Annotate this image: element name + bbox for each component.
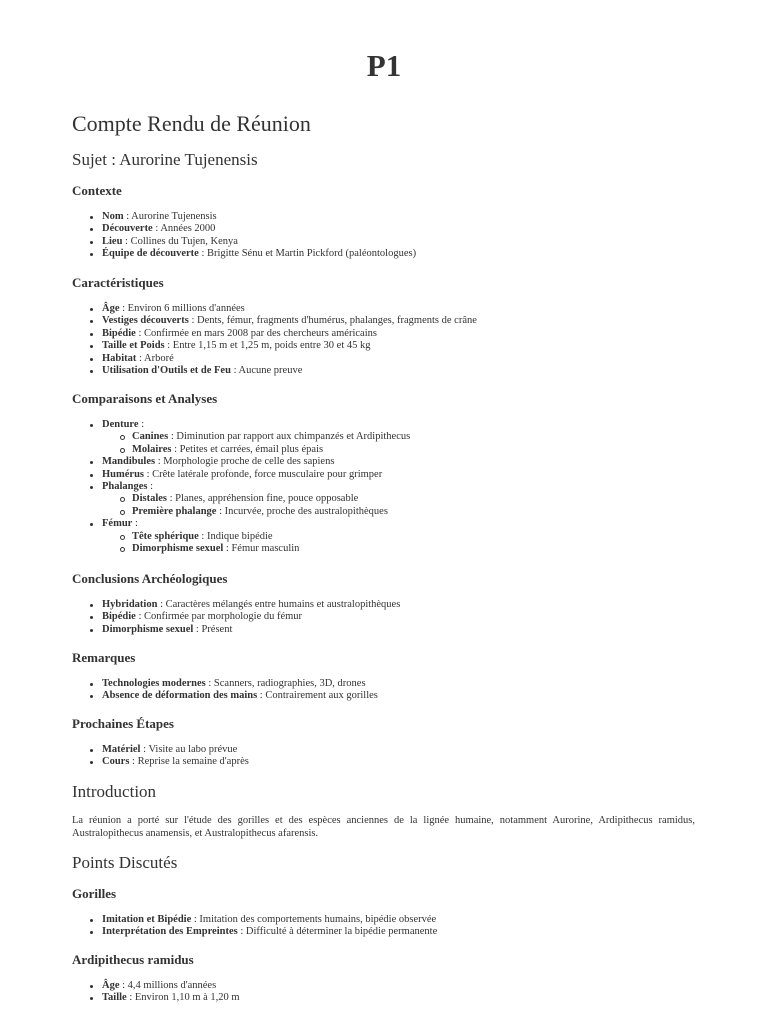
list-item: Humérus : Crête latérale profonde, force musculaire pour grimper	[89, 469, 410, 481]
list-item: Utilisation d'Outils et de Feu : Aucune preuve	[89, 365, 477, 377]
list-ardipithecus	[89, 980, 240, 1005]
list-item: Technologies modernes : Scanners, radiographies, 3D, drones	[89, 678, 378, 690]
list-item: Vestiges découverts : Dents, fémur, fragments d'humérus, phalanges, fragments de crâne	[89, 315, 477, 327]
section-heading-gorilles: Gorilles	[72, 886, 117, 901]
section-heading-prochaines-etapes: Prochaines Étapes	[72, 716, 174, 731]
list-item: Dimorphisme sexuel : Présent	[89, 624, 400, 636]
list-gorilles	[89, 914, 437, 939]
main-title: Compte Rendu de Réunion	[72, 111, 311, 136]
list-item: Âge : 4,4 millions d'années	[89, 980, 240, 992]
section-heading-comparaisons: Comparaisons et Analyses	[72, 391, 218, 406]
list-comparaisons	[89, 419, 410, 555]
list-item: Âge : Environ 6 millions d'années	[89, 303, 477, 315]
list-item: Denture :	[89, 419, 410, 431]
sub-list-item: Première phalange : Incurvée, proche des australopithèques	[89, 506, 410, 518]
list-item: Taille et Poids : Entre 1,15 m et 1,25 m, poids entre 30 et 45 kg	[89, 340, 477, 352]
list-item: Fémur :	[89, 518, 410, 530]
list-item: Matériel : Visite au labo prévue	[89, 744, 249, 756]
list-item: Découverte : Années 2000	[89, 223, 416, 235]
list-caracteristiques	[89, 303, 477, 377]
sub-list-item: Molaires : Petites et carrées, émail plus épais	[89, 444, 410, 456]
list-item: Nom : Aurorine Tujenensis	[89, 211, 416, 223]
list-item: Taille : Environ 1,10 m à 1,20 m	[89, 992, 240, 1004]
sub-list-item: Distales : Planes, appréhension fine, pouce opposable	[89, 493, 410, 505]
list-item: Habitat : Arboré	[89, 353, 477, 365]
introduction-paragraph: La réunion a porté sur l'étude des gorilles et des espèces anciennes de la lignée humaine, notamment Aurorine, Ardipithecus ramidus, Australopithecus anamensis, et Australopithecus afarensis.	[72, 815, 695, 839]
list-item: Mandibules : Morphologie proche de celle des sapiens	[89, 456, 410, 468]
list-item: Bipédie : Confirmée en mars 2008 par des chercheurs américains	[89, 328, 477, 340]
list-item: Absence de déformation des mains : Contrairement aux gorilles	[89, 690, 378, 702]
subject-heading: Sujet : Aurorine Tujenensis	[72, 150, 258, 169]
section-heading-caracteristiques: Caractéristiques	[72, 275, 164, 290]
section-heading-remarques: Remarques	[72, 650, 136, 665]
section-heading-conclusions: Conclusions Archéologiques	[72, 571, 228, 586]
sub-list-item: Dimorphisme sexuel : Fémur masculin	[89, 543, 410, 555]
sub-list-item: Tête sphérique : Indique bipédie	[89, 531, 410, 543]
introduction-heading: Introduction	[72, 782, 157, 801]
document-code: P1	[366, 48, 402, 83]
list-item: Cours : Reprise la semaine d'après	[89, 756, 249, 768]
section-heading-contexte: Contexte	[72, 183, 122, 198]
list-item: Interprétation des Empreintes : Difficulté à déterminer la bipédie permanente	[89, 926, 437, 938]
list-item: Équipe de découverte : Brigitte Sénu et Martin Pickford (paléontologues)	[89, 248, 416, 260]
list-item: Phalanges :	[89, 481, 410, 493]
list-contexte	[89, 211, 416, 261]
list-item: Imitation et Bipédie : Imitation des comportements humains, bipédie observée	[89, 914, 437, 926]
list-item: Lieu : Collines du Tujen, Kenya	[89, 236, 416, 248]
list-item: Bipédie : Confirmée par morphologie du fémur	[89, 611, 400, 623]
list-prochaines-etapes	[89, 744, 249, 769]
sub-list-item: Canines : Diminution par rapport aux chimpanzés et Ardipithecus	[89, 431, 410, 443]
list-remarques	[89, 678, 378, 703]
section-heading-ardipithecus: Ardipithecus ramidus	[72, 952, 194, 967]
points-discutes-heading: Points Discutés	[72, 853, 178, 872]
list-conclusions	[89, 599, 400, 636]
list-item: Hybridation : Caractères mélangés entre humains et australopithèques	[89, 599, 400, 611]
